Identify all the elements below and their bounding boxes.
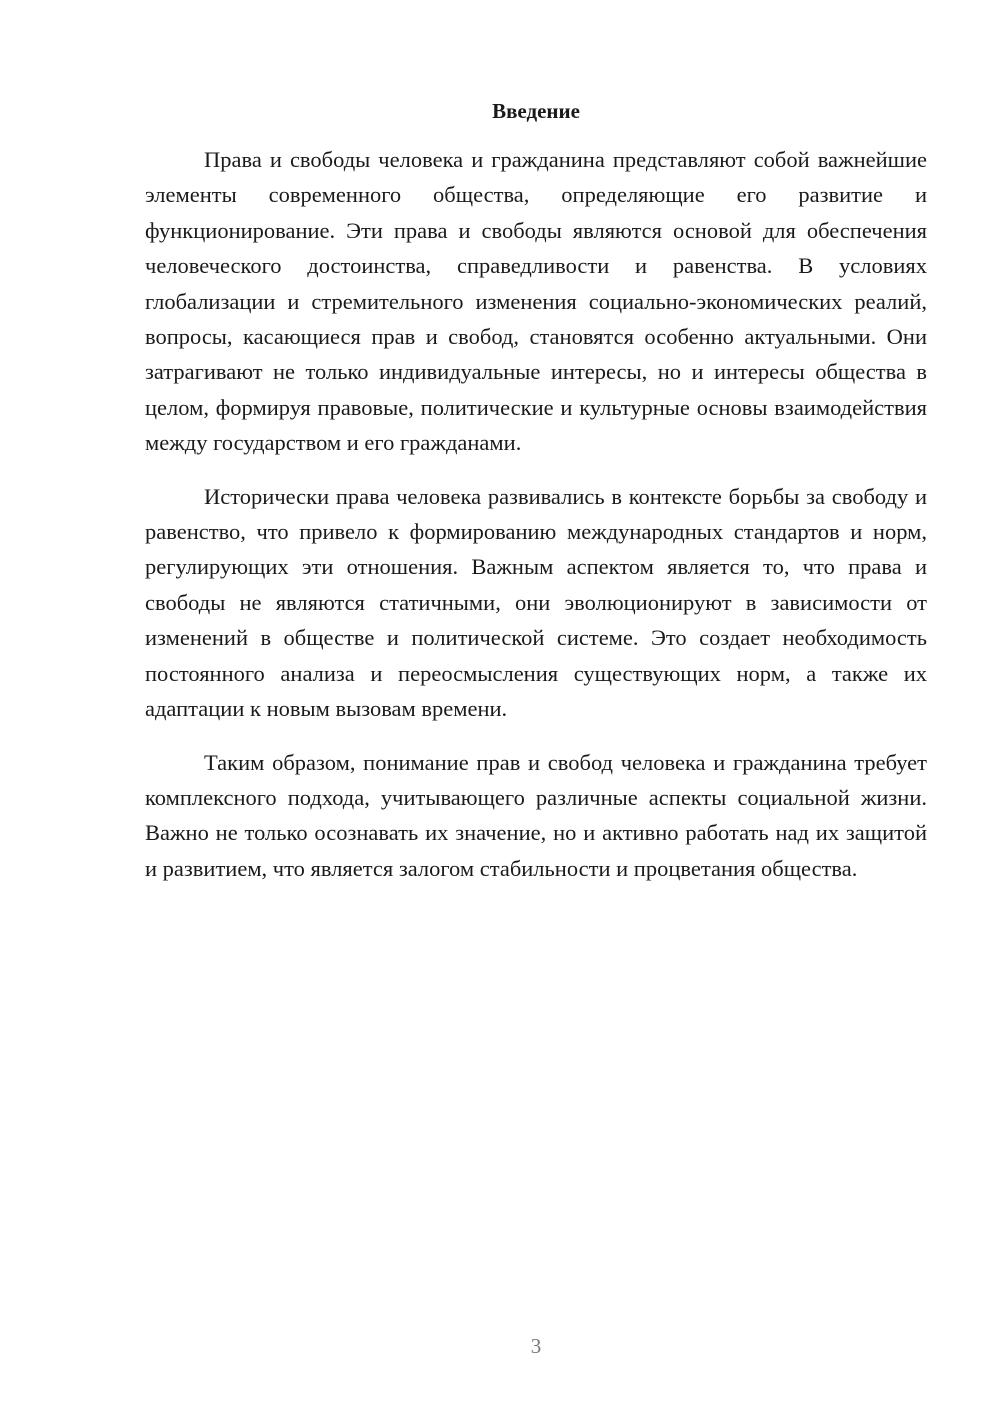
paragraph-1: Права и свободы человека и гражданина представляют собой важнейшие элементы современного общества, определяющие его развитие и функционирование. Эти права и свободы являются основой для обеспечения человеческого достоинства, справедливости и равенства. В условиях глобализации и стремительного изменения социально-экономических реалий, вопросы, касающиеся прав и свобод, становятся особенно актуальными. Они затрагивают не только индивидуальные интересы, но и интересы общества в целом, формируя правовые, политические и культурные основы взаимодействия между государством и его гражданами. bbox=[145, 147, 927, 456]
paragraph-2: Исторически права человека развивались в контексте борьбы за свободу и равенство, что привело к формированию международных стандартов и норм, регулирующих эти отношения. Важным аспектом является то, что права и свободы не являются статичными, они эволюционируют в зависимости от изменений в обществе и политической системе. Это создает необходимость постоянного анализа и переосмысления существующих норм, а также их адаптации к новым вызовам времени. bbox=[145, 483, 927, 722]
document-body bbox=[145, 142, 927, 904]
paragraph-3: Таким образом, понимание прав и свобод человека и гражданина требует комплексного подхода, учитывающего различные аспекты социальной жизни. Важно не только осознавать их значение, но и активно работать над их защитой и развитием, что является залогом стабильности и процветания общества. bbox=[145, 749, 927, 881]
page-title: Введение bbox=[492, 99, 580, 123]
page-number: 3 bbox=[530, 1334, 542, 1358]
